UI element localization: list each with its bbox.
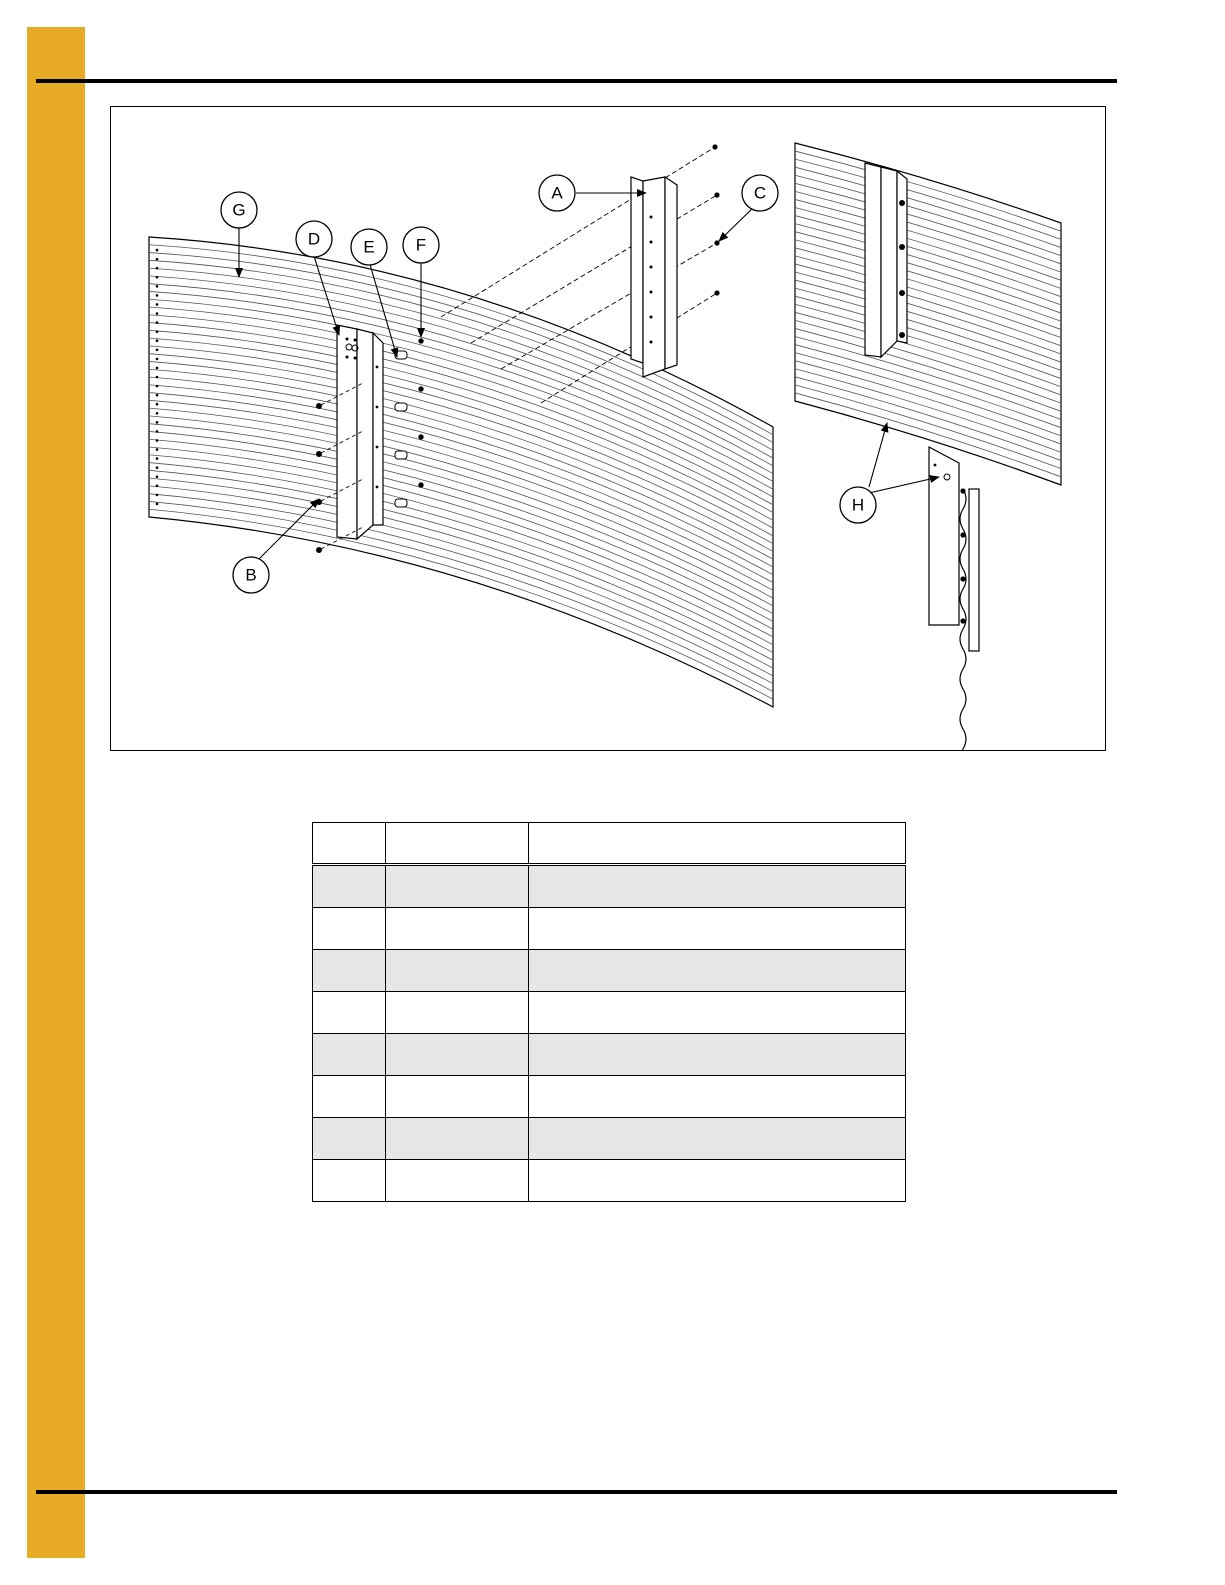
cell-description	[529, 992, 906, 1034]
callout-h-label: H	[851, 495, 865, 515]
callout-c-label: C	[753, 183, 767, 203]
rivet-dot	[156, 430, 159, 433]
header-ref	[313, 823, 386, 865]
callout-h	[840, 487, 876, 523]
rivet-dot	[156, 385, 159, 388]
side-accent-bar	[27, 27, 85, 1558]
rivet-dot	[156, 494, 159, 497]
rivet-dot	[156, 312, 159, 315]
callout-g	[221, 192, 257, 228]
callout-b	[233, 557, 269, 593]
cell-description	[529, 950, 906, 992]
rivet-dot	[156, 448, 159, 451]
cell-description	[529, 908, 906, 950]
leader-c	[719, 205, 756, 241]
callout-f	[403, 227, 439, 263]
parts-table	[312, 822, 906, 1202]
table-row	[313, 908, 906, 950]
cell-part	[386, 1160, 529, 1202]
cell-ref	[313, 865, 386, 908]
callout-g-label: G	[232, 200, 246, 220]
assembly-drawing	[111, 107, 1106, 751]
rivet-dot	[156, 303, 159, 306]
rivet-dot	[156, 330, 159, 333]
table-row	[313, 1160, 906, 1202]
rivet-dot	[156, 503, 159, 506]
cell-description	[529, 865, 906, 908]
cell-description	[529, 1160, 906, 1202]
header-part-number	[386, 823, 529, 865]
header-rule	[36, 79, 1117, 83]
rivet-dot	[156, 412, 159, 415]
rivet-dot	[156, 421, 159, 424]
callout-d-label: D	[307, 229, 321, 249]
cell-ref	[313, 1118, 386, 1160]
callout-a	[539, 175, 575, 211]
rivet-dot	[156, 276, 159, 279]
cell-description	[529, 1034, 906, 1076]
rivet-dot	[156, 475, 159, 478]
rivet-dot	[156, 285, 159, 288]
leader-h1	[869, 423, 887, 487]
cell-ref	[313, 1076, 386, 1118]
cell-part	[386, 1118, 529, 1160]
rivet-dot	[156, 258, 159, 261]
profile-detail	[929, 447, 979, 751]
cell-ref	[313, 908, 386, 950]
rivet-dot	[156, 439, 159, 442]
table-row	[313, 865, 906, 908]
cell-part	[386, 992, 529, 1034]
rivet-dot	[156, 321, 159, 324]
callout-d	[296, 221, 332, 257]
table-row	[313, 1076, 906, 1118]
cell-part	[386, 908, 529, 950]
main-wall-sheet	[149, 237, 773, 707]
header-description	[529, 823, 906, 865]
cell-part	[386, 865, 529, 908]
cell-ref	[313, 1160, 386, 1202]
rivet-dot	[156, 249, 159, 252]
callout-c	[742, 175, 778, 211]
detail-sheet	[795, 143, 1061, 485]
cell-part	[386, 1034, 529, 1076]
cell-description	[529, 1118, 906, 1160]
rivet-dot	[156, 294, 159, 297]
rivet-dot	[156, 367, 159, 370]
table-header-row	[313, 823, 906, 865]
callout-e	[351, 229, 387, 265]
rivet-dot	[156, 349, 159, 352]
cell-part	[386, 1076, 529, 1118]
assembly-figure	[110, 106, 1106, 751]
rivet-dot	[156, 403, 159, 406]
rivet-dot	[156, 339, 159, 342]
cell-ref	[313, 992, 386, 1034]
rivet-dot	[156, 466, 159, 469]
wall-stiffener	[337, 325, 383, 539]
rivet-dot	[156, 376, 159, 379]
rivet-dot	[156, 485, 159, 488]
table-row	[313, 950, 906, 992]
table-row	[313, 1118, 906, 1160]
callout-e-label: E	[363, 237, 375, 257]
cell-description	[529, 1076, 906, 1118]
rivet-dot	[156, 457, 159, 460]
callout-f-label: F	[415, 235, 427, 255]
cell-ref	[313, 950, 386, 992]
rivet-dot	[156, 394, 159, 397]
table-row	[313, 992, 906, 1034]
callout-a-label: A	[551, 183, 563, 203]
callout-b-label: B	[245, 565, 257, 585]
cell-ref	[313, 1034, 386, 1076]
rivet-dot	[156, 267, 159, 270]
rivet-dot	[156, 358, 159, 361]
table-row	[313, 1034, 906, 1076]
cell-part	[386, 950, 529, 992]
footer-rule	[36, 1490, 1117, 1494]
